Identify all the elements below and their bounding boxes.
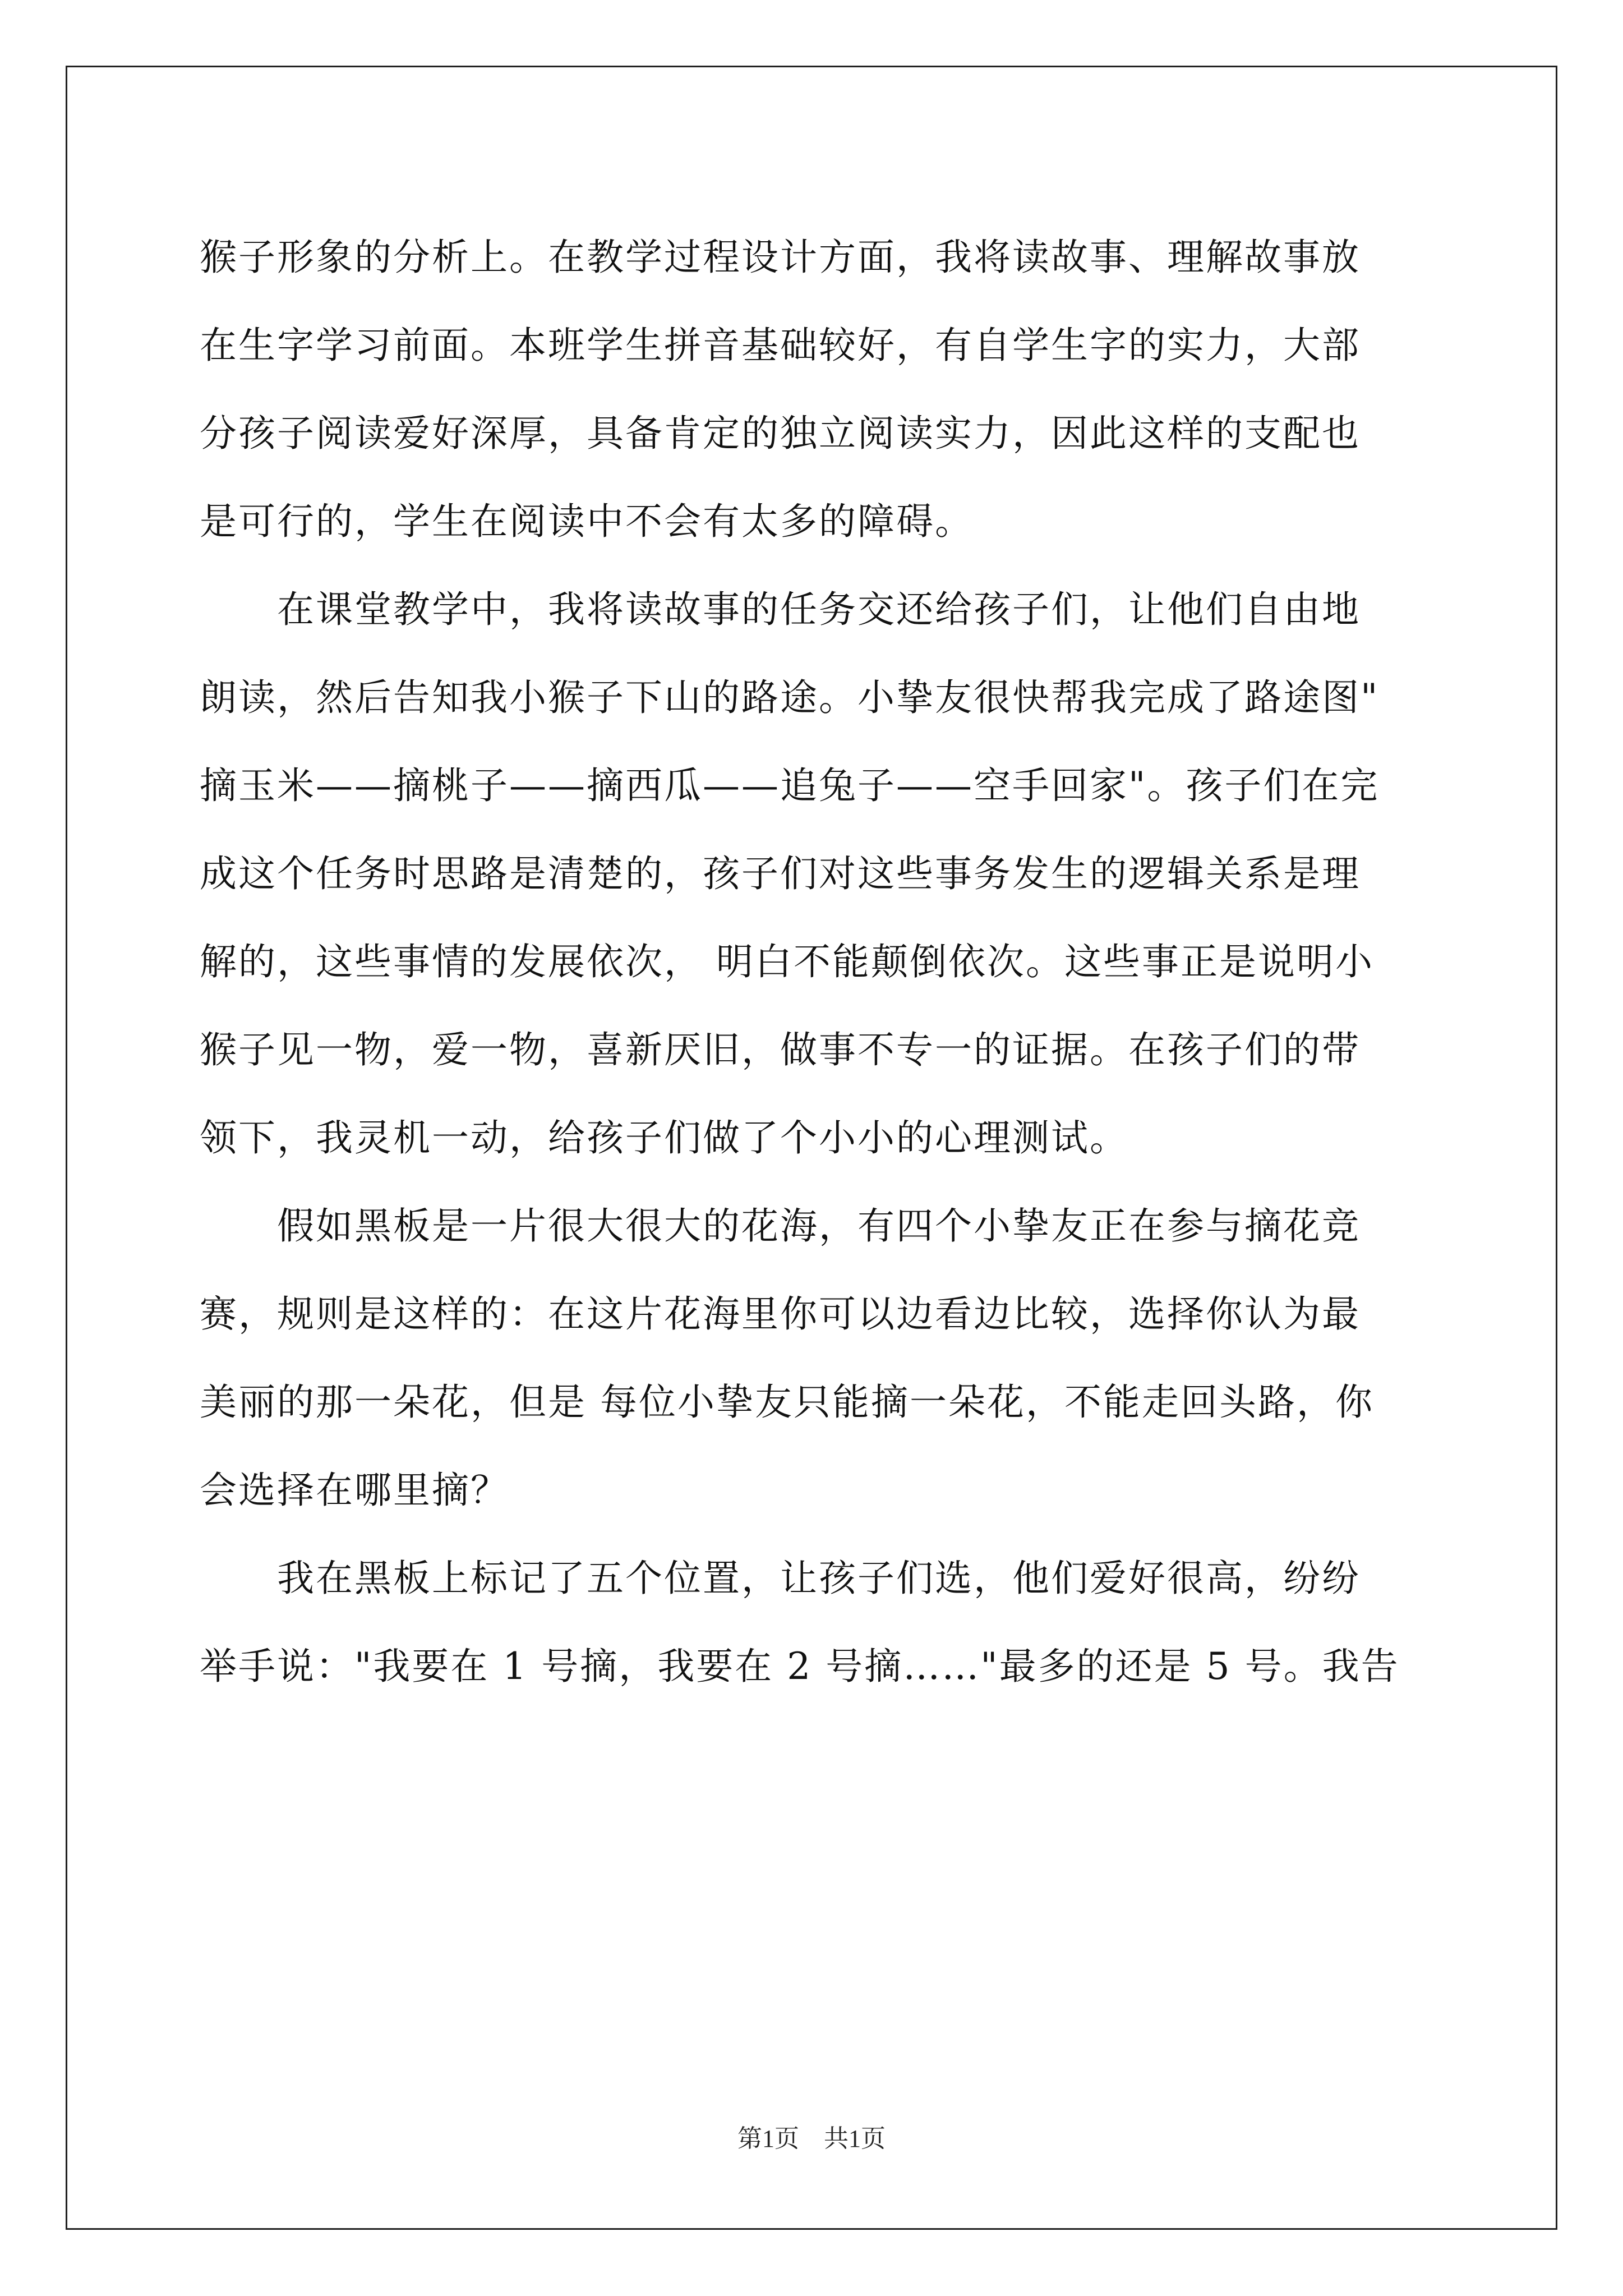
paragraph-3 xyxy=(200,1182,1422,1534)
text-line: 猴子形象的分析上。在教学过程设计方面，我将读故事、理解故事放 xyxy=(200,236,1361,279)
text-line: 猴子见一物，爱一物，喜新厌旧，做事不专一的证据。在孩子们的带 xyxy=(200,1028,1361,1071)
page-number-label: 第1页 共1页 xyxy=(737,2125,886,2152)
text-line: 赛，规则是这样的：在这片花海里你可以边看边比较，选择你认为最 xyxy=(200,1292,1361,1336)
text-line: 朗读，然后告知我小猴子下山的路途。小挚友很快帮我完成了路途图" xyxy=(200,676,1380,719)
text-line: 摘玉米——摘桃子——摘西瓜——追兔子——空手回家"。孩子们在完 xyxy=(200,764,1380,807)
text-line: 会选择在哪里摘？ xyxy=(200,1469,509,1512)
document-body xyxy=(200,213,1422,1710)
text-line: 美丽的那一朵花，但是 每位小挚友只能摘一朵花，不能走回头路，你 xyxy=(200,1381,1374,1424)
text-line: 假如黑板是一片很大很大的花海，有四个小挚友正在参与摘花竞 xyxy=(200,1204,1361,1248)
text-line: 领下，我灵机一动，给孩子们做了个小小的心理测试。 xyxy=(200,1116,1128,1159)
page-footer xyxy=(0,2118,1623,2154)
text-line: 成这个任务时思路是清楚的，孩子们对这些事务发生的逻辑关系是理 xyxy=(200,852,1361,895)
paragraph-4 xyxy=(200,1534,1422,1710)
text-line: 解的，这些事情的发展依次， 明白不能颠倒依次。这些事正是说明小 xyxy=(200,940,1374,983)
text-line: 分孩子阅读爱好深厚，具备肯定的独立阅读实力，因此这样的支配也 xyxy=(200,412,1361,455)
text-line: 在生字学习前面。本班学生拼音基础较好，有自学生字的实力，大部 xyxy=(200,324,1361,367)
text-line: 在课堂教学中，我将读故事的任务交还给孩子们，让他们自由地 xyxy=(200,588,1361,631)
text-line: 是可行的，学生在阅读中不会有太多的障碍。 xyxy=(200,500,974,543)
text-line: 举手说："我要在 1 号摘，我要在 2 号摘……"最多的还是 5 号。我告 xyxy=(200,1645,1400,1688)
paragraph-2 xyxy=(200,565,1422,1182)
text-line: 我在黑板上标记了五个位置，让孩子们选，他们爱好很高，纷纷 xyxy=(200,1557,1361,1600)
paragraph-1 xyxy=(200,213,1422,565)
